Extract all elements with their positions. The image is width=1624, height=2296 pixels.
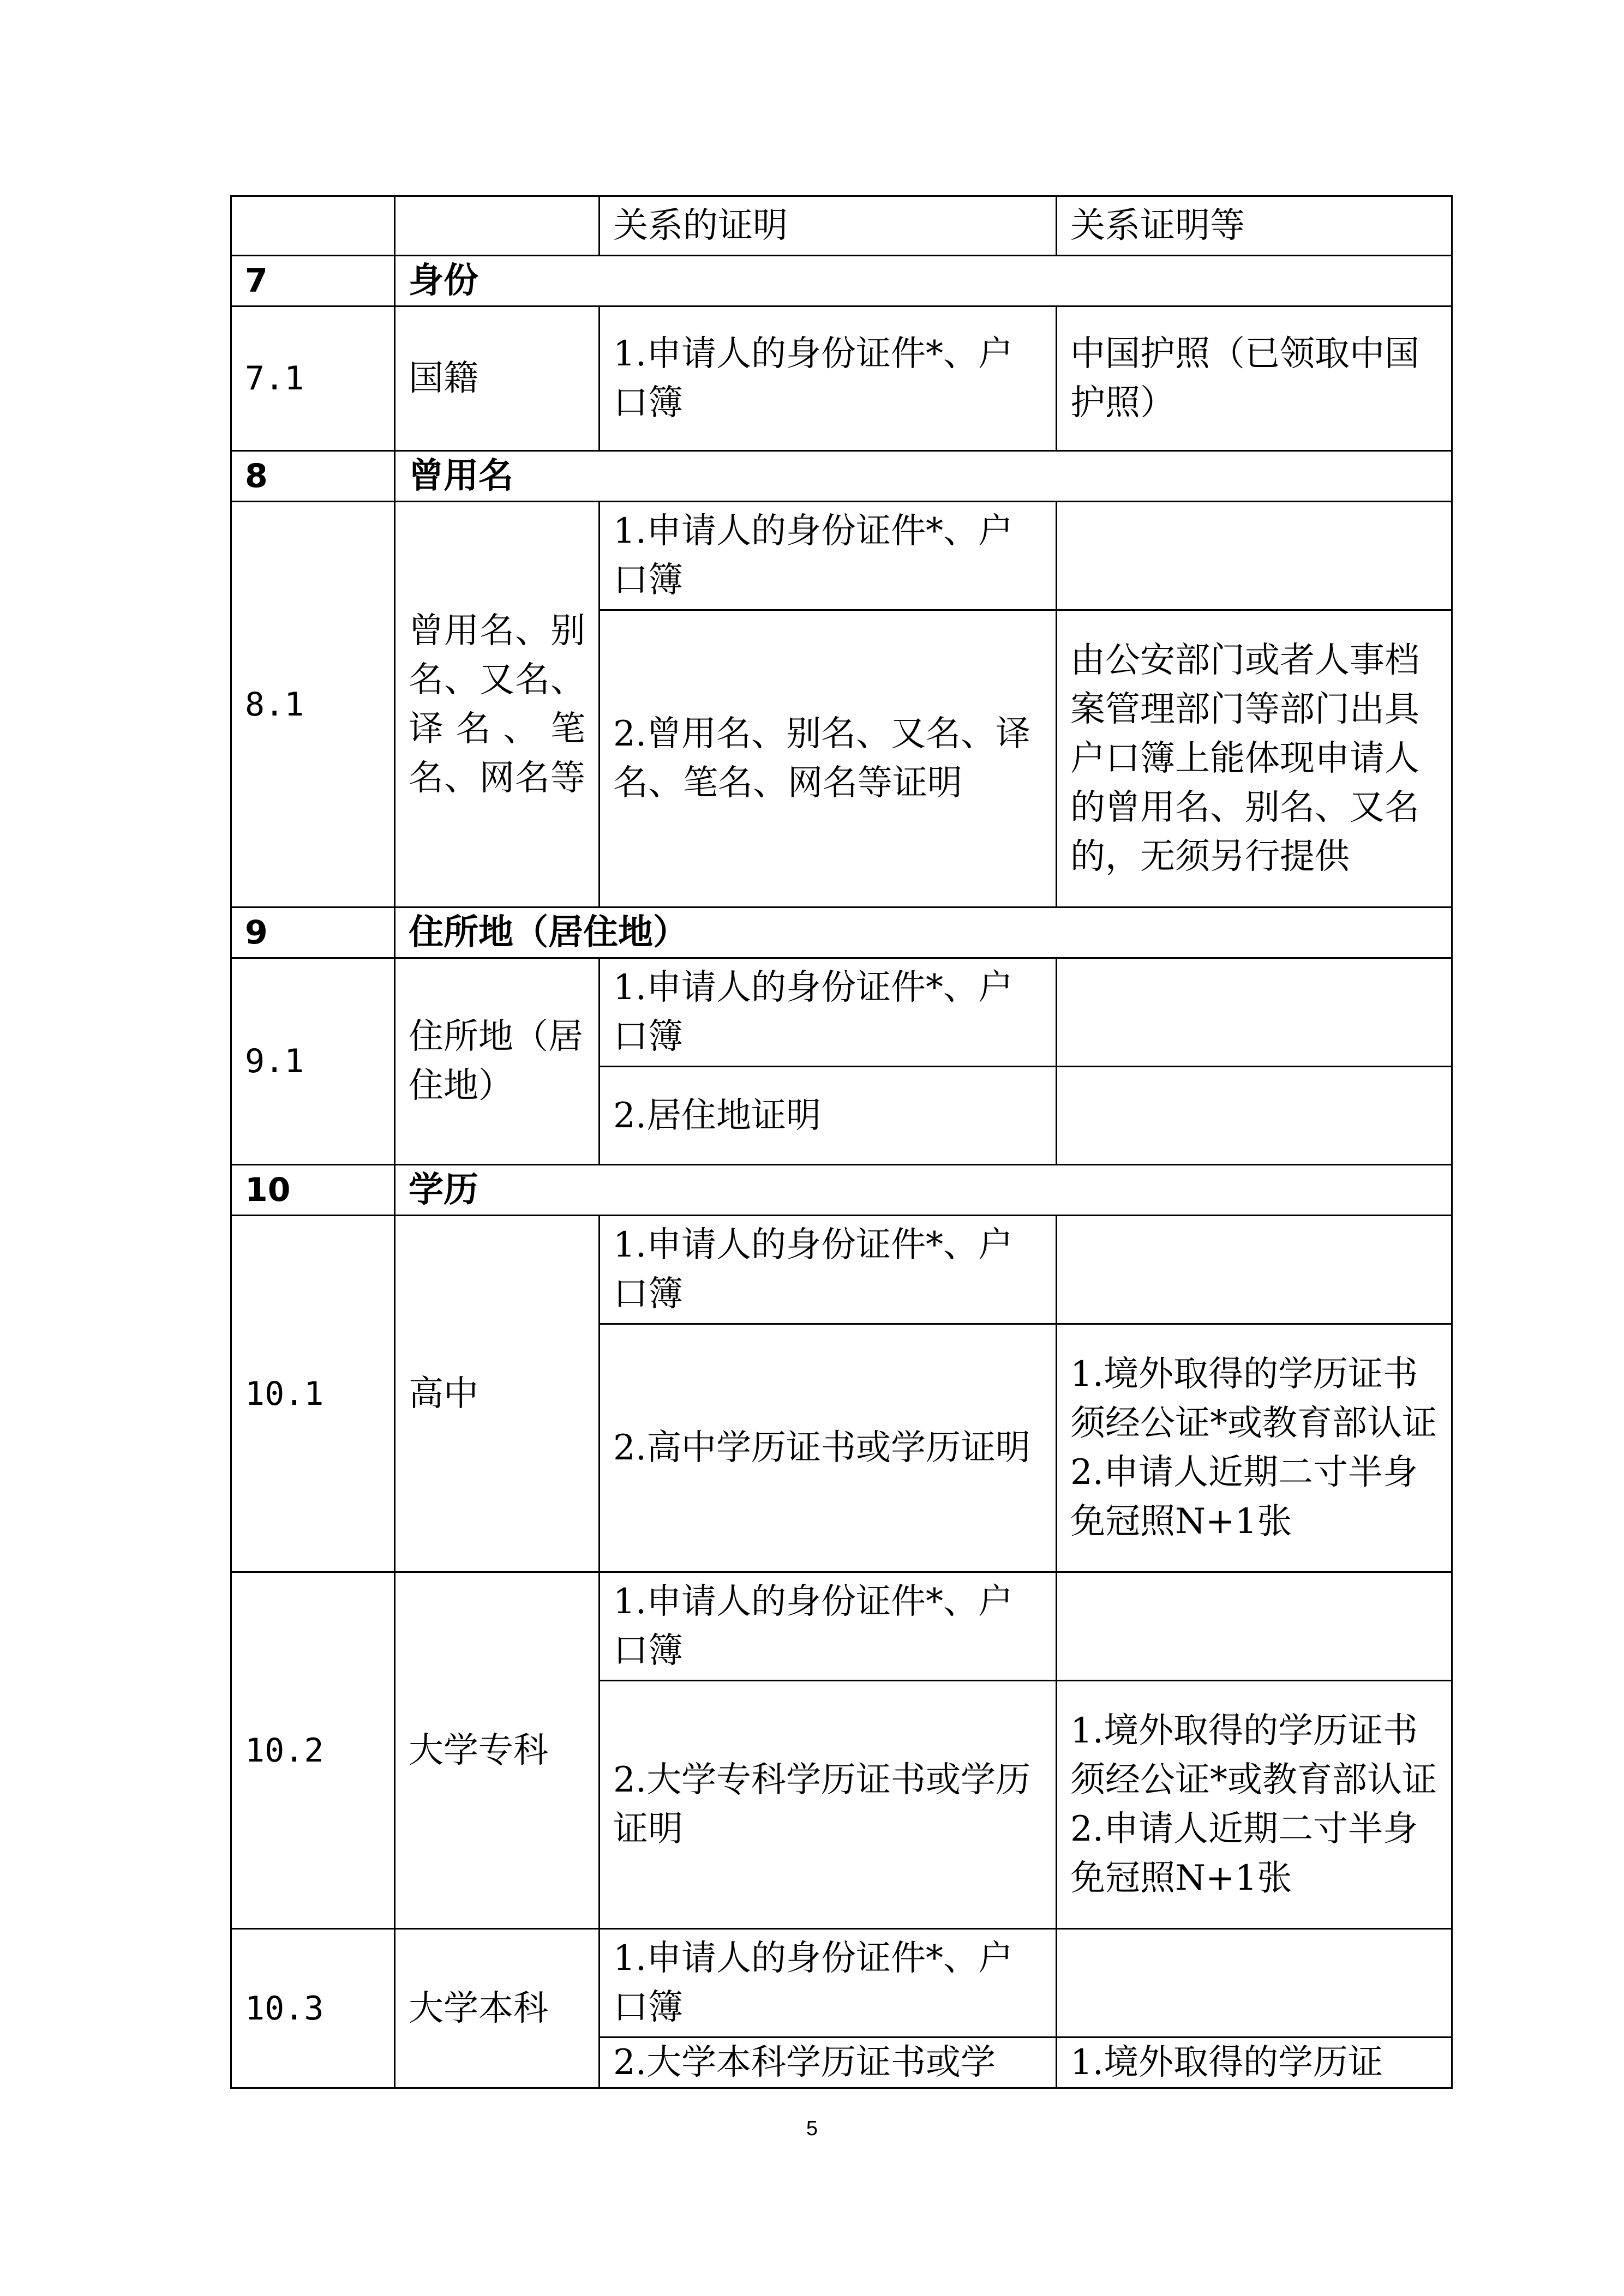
page-number: 5 (806, 2117, 818, 2140)
table-row (231, 1572, 1452, 1681)
table-row (231, 958, 1452, 1067)
item-number: 9.1 (231, 958, 395, 1165)
item-name: 曾用名、别名、又名、译名、笔名、网名等 (395, 502, 600, 907)
item-material: 1.申请人的身份证件*、户口簿 (600, 502, 1057, 610)
item-name: 大学专科 (395, 1572, 600, 1929)
item-number: 7.1 (231, 306, 395, 451)
item-name: 大学本科 (395, 1929, 600, 2088)
table-cell (231, 196, 395, 256)
item-note (1057, 1324, 1452, 1572)
section-row (231, 451, 1452, 502)
section-row (231, 256, 1452, 306)
section-number: 7 (231, 256, 395, 306)
section-number: 10 (231, 1165, 395, 1216)
table-cell: 关系的证明 (600, 196, 1057, 256)
item-note (1057, 1216, 1452, 1324)
table-row (231, 1216, 1452, 1324)
item-note (1057, 1067, 1452, 1165)
item-name: 国籍 (395, 306, 600, 451)
item-material: 1.申请人的身份证件*、户口簿 (600, 958, 1057, 1067)
table-row (231, 196, 1452, 256)
table-row (231, 306, 1452, 451)
item-number: 10.2 (231, 1572, 395, 1929)
item-material: 2.大学本科学历证书或学 (600, 2037, 1057, 2088)
item-material: 2.大学专科学历证书或学历证明 (600, 1681, 1057, 1929)
item-name: 住所地（居住地） (395, 958, 600, 1165)
item-note (1057, 1681, 1452, 1929)
materials-table (230, 195, 1453, 2089)
item-note: 1.境外取得的学历证 (1057, 2037, 1452, 2088)
section-title: 曾用名 (395, 451, 1452, 502)
item-note (1057, 1929, 1452, 2037)
item-number: 10.1 (231, 1216, 395, 1572)
note-line: 1.境外取得的学历证书须经公证*或教育部认证 (1070, 1711, 1437, 1800)
note-line: 1.境外取得的学历证书须经公证*或教育部认证 (1070, 1354, 1437, 1444)
item-material: 2.高中学历证书或学历证明 (600, 1324, 1057, 1572)
item-material: 2.曾用名、别名、又名、译名、笔名、网名等证明 (600, 610, 1057, 907)
table-cell: 关系证明等 (1057, 196, 1452, 256)
item-number: 10.3 (231, 1929, 395, 2088)
section-number: 9 (231, 907, 395, 958)
note-line: 户口簿上能体现申请人的曾用名、别名、又名的，无须另行提供 (1070, 738, 1419, 877)
section-row (231, 1165, 1452, 1216)
item-material: 1.申请人的身份证件*、户口簿 (600, 1929, 1057, 2037)
note-line: 2.申请人近期二寸半身免冠照N+1张 (1070, 1809, 1418, 1898)
item-material: 2.居住地证明 (600, 1067, 1057, 1165)
note-line: 2.申请人近期二寸半身免冠照N+1张 (1070, 1452, 1418, 1542)
item-note (1057, 958, 1452, 1067)
section-row (231, 907, 1452, 958)
section-title: 身份 (395, 256, 1452, 306)
item-material: 1.申请人的身份证件*、户口簿 (600, 1216, 1057, 1324)
item-note (1057, 502, 1452, 610)
item-name: 高中 (395, 1216, 600, 1572)
section-number: 8 (231, 451, 395, 502)
item-note (1057, 610, 1452, 907)
item-material: 1.申请人的身份证件*、户口簿 (600, 1572, 1057, 1681)
table-cell (395, 196, 600, 256)
item-note (1057, 1572, 1452, 1681)
table-row (231, 502, 1452, 610)
note-line: 由公安部门或者人事档案管理部门等部门出具 (1070, 640, 1419, 730)
table-row (231, 1929, 1452, 2037)
item-number: 8.1 (231, 502, 395, 907)
section-title: 住所地（居住地） (395, 907, 1452, 958)
item-note: 中国护照（已领取中国护照） (1057, 306, 1452, 451)
item-material: 1.申请人的身份证件*、户口簿 (600, 306, 1057, 451)
section-title: 学历 (395, 1165, 1452, 1216)
